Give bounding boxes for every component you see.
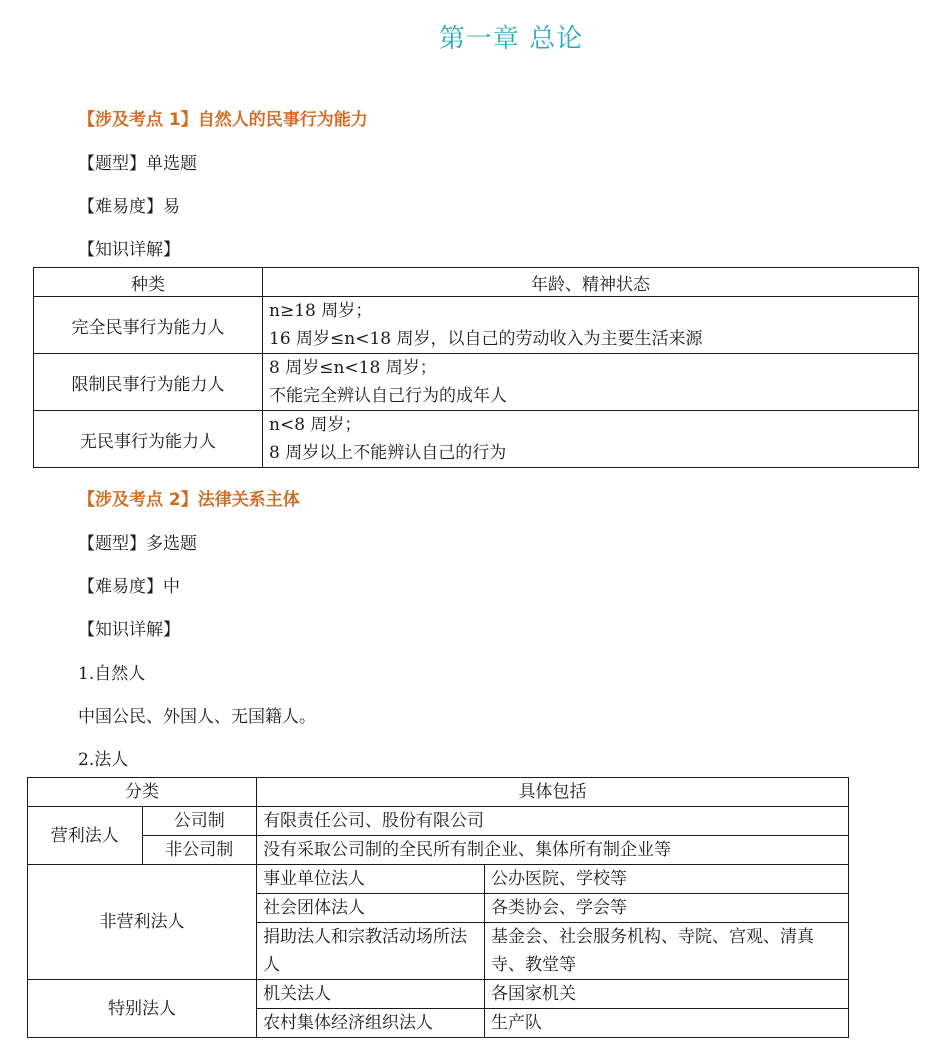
examples-cell: 公办医院、学校等 — [485, 865, 849, 894]
section1-heading: 【涉及考点 1】自然人的民事行为能力 — [78, 110, 368, 130]
condition-line: 8 周岁以上不能辨认自己的行为 — [269, 443, 507, 463]
type-cell: 农村集体经济组织法人 — [257, 1009, 485, 1038]
condition-line: 16 周岁≤n<18 周岁，以自己的劳动收入为主要生活来源 — [269, 329, 703, 349]
item1-text: 中国公民、外国人、无国籍人。 — [78, 707, 316, 727]
table-row — [34, 297, 919, 354]
chapter-title: 第一章 总论 — [438, 24, 584, 54]
capacity-table — [33, 267, 919, 468]
condition-cell — [263, 411, 919, 468]
condition-cell — [263, 354, 919, 411]
kind-cell: 完全民事行为能力人 — [34, 297, 263, 354]
type-cell: 机关法人 — [257, 980, 485, 1009]
nonprofit-label: 非营利法人 — [28, 865, 257, 980]
header-content: 具体包括 — [257, 778, 849, 807]
header-category: 分类 — [28, 778, 257, 807]
examples-cell: 基金会、社会服务机构、寺院、宫观、清真寺、教堂等 — [485, 923, 849, 980]
legal-person-table — [27, 777, 849, 1038]
subtype-cell: 非公司制 — [142, 836, 257, 865]
condition-line: 8 周岁≤n<18 周岁； — [269, 358, 437, 378]
table-row — [28, 836, 849, 865]
section1-difficulty: 【难易度】易 — [78, 197, 180, 217]
kind-cell: 无民事行为能力人 — [34, 411, 263, 468]
table-row — [34, 354, 919, 411]
condition-line: n≥18 周岁； — [269, 301, 373, 321]
table-header-row — [28, 778, 849, 807]
section2-detail-label: 【知识详解】 — [78, 620, 180, 640]
type-cell: 事业单位法人 — [257, 865, 485, 894]
table-header-row — [34, 268, 919, 297]
section1-detail-label: 【知识详解】 — [78, 240, 180, 260]
condition-cell — [263, 297, 919, 354]
header-kind: 种类 — [34, 268, 263, 297]
examples-cell: 各国家机关 — [485, 980, 849, 1009]
condition-line: 不能完全辨认自己行为的成年人 — [269, 386, 507, 406]
condition-line: n<8 周岁； — [269, 415, 362, 435]
examples-cell: 各类协会、学会等 — [485, 894, 849, 923]
kind-cell: 限制民事行为能力人 — [34, 354, 263, 411]
item2-title: 2.法人 — [78, 750, 129, 770]
special-label: 特别法人 — [28, 980, 257, 1038]
section1-question-type: 【题型】单选题 — [78, 154, 197, 174]
subtype-cell: 公司制 — [142, 807, 257, 836]
section2-difficulty: 【难易度】中 — [78, 577, 180, 597]
table-row — [34, 411, 919, 468]
item1-title: 1.自然人 — [78, 664, 146, 684]
section2-heading: 【涉及考点 2】法律关系主体 — [78, 490, 300, 510]
table-row — [28, 865, 849, 894]
content-cell: 有限责任公司、股份有限公司 — [257, 807, 849, 836]
table-row — [28, 807, 849, 836]
examples-cell: 生产队 — [485, 1009, 849, 1038]
type-cell: 社会团体法人 — [257, 894, 485, 923]
content-cell: 没有采取公司制的全民所有制企业、集体所有制企业等 — [257, 836, 849, 865]
table-row — [28, 980, 849, 1009]
profit-label: 营利法人 — [28, 807, 143, 865]
section2-question-type: 【题型】多选题 — [78, 534, 197, 554]
type-cell: 捐助法人和宗教活动场所法人 — [257, 923, 485, 980]
header-age-mental-state: 年龄、精神状态 — [263, 268, 919, 297]
